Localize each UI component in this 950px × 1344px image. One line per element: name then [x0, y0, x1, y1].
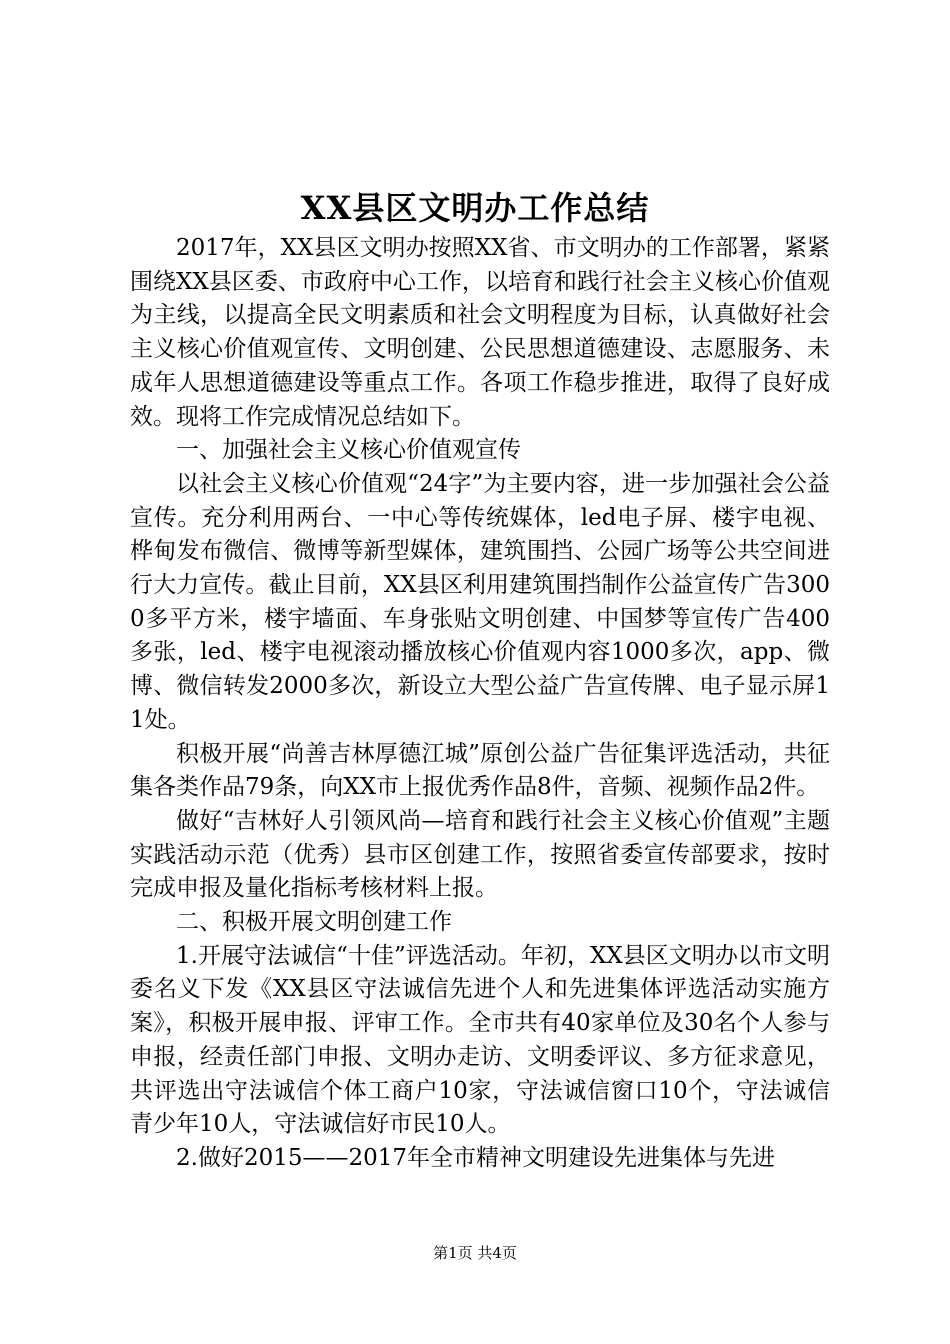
- section-heading-2: 二、积极开展文明创建工作: [176, 909, 452, 936]
- paragraph-item-1: 1.开展守法诚信“十佳”评选活动。年初，XX县区文明办以市文明委名义下发《XX县区守法诚信先进个人和先进集体评选活动实施方案》，积极开展申报、评审工作。全市共有40家单位及30名个人参与申报，经责任部门申报、文明办走访、文明委评议、多方征求意见，共评选出守法诚信个体工商户10家，守法诚信窗口10个，守法诚信青少年10人，守法诚信好市民10人。: [130, 942, 830, 1138]
- paragraph-publicity: 以社会主义核心价值观“24字”为主要内容，进一步加强社会公益宣传。充分利用两台、一中心等传统媒体，led电子屏、楼宇电视、桦甸发布微信、微博等新型媒体，建筑围挡、公园广场等公共空间进行大力宣传。截止目前，XX县区利用建筑围挡制作公益宣传广告3000多平方米，楼宇墙面、车身张贴文明创建、中国梦等宣传广告400多张，led、楼宇电视滚动播放核心价值观内容1000多次，app、微博、微信转发2000多次，新设立大型公益广告宣传牌、电子显示屏11处。: [130, 470, 830, 733]
- paragraph-good-people: 做好“吉林好人引领风尚—培育和践行社会主义核心价值观”主题实践活动示范（优秀）县市区创建工作，按照省委宣传部要求，按时完成申报及量化指标考核材料上报。: [130, 807, 830, 902]
- paragraph-intro: 2017年，XX县区文明办按照XX省、市文明办的工作部署，紧紧围绕XX县区委、市政府中心工作，以培育和践行社会主义核心价值观为主线，以提高全民文明素质和社会文明程度为目标，认真做好社会主义核心价值观宣传、文明创建、公民思想道德建设、志愿服务、未成年人思想道德建设等重点工作。各项工作稳步推进，取得了良好成效。现将工作完成情况总结如下。: [130, 235, 830, 430]
- document-body: [130, 232, 830, 1176]
- paragraph-item-2: 2.做好2015——2017年全市精神文明建设先进集体与先进: [176, 1144, 776, 1171]
- document-title: XX县区文明办工作总结: [300, 189, 650, 227]
- page-footer: 第1页 共4页: [433, 1244, 517, 1262]
- paragraph-ad-contest: 积极开展“尚善吉林厚德江城”原创公益广告征集评选活动，共征集各类作品79条，向XX市上报优秀作品8件，音频、视频作品2件。: [130, 740, 830, 801]
- section-heading-1: 一、加强社会主义核心价值观宣传: [176, 437, 521, 464]
